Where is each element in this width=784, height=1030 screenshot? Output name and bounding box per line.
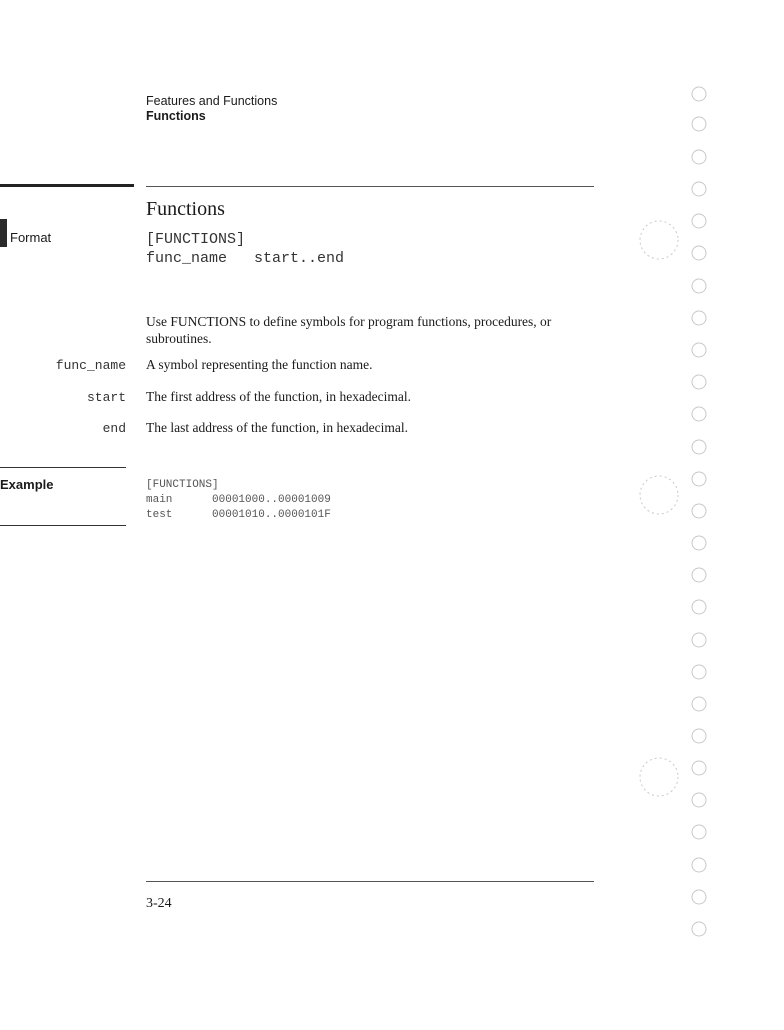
example-label: Example <box>0 477 54 492</box>
format-line: func_name start..end <box>146 250 345 267</box>
binder-hole-icon <box>692 890 706 904</box>
binder-hole-icon <box>692 311 706 325</box>
binder-hole-icon <box>692 117 706 131</box>
running-header-title: Functions <box>146 109 206 123</box>
code-line: main 00001000..00001009 <box>146 494 331 506</box>
section-rule-thick <box>0 184 134 187</box>
binder-hole-icon <box>692 922 706 936</box>
section-rule <box>146 186 594 187</box>
param-name: func_name <box>55 358 126 373</box>
binder-ring-icon <box>640 758 678 796</box>
margin-tab <box>0 219 7 247</box>
binder-hole-icon <box>692 600 706 614</box>
footer-rule <box>146 881 594 882</box>
param-name: start <box>86 390 126 405</box>
binder-hole-icon <box>692 536 706 550</box>
binder-hole-icon <box>692 633 706 647</box>
binder-ring-icon <box>640 476 678 514</box>
code-line: [FUNCTIONS] <box>146 479 219 491</box>
format-line: [FUNCTIONS] <box>146 231 246 248</box>
binder-hole-icon <box>692 214 706 228</box>
binder-hole-icon <box>692 729 706 743</box>
page-title: Functions <box>146 198 225 220</box>
binder-hole-icon <box>692 343 706 357</box>
description-paragraph: Use FUNCTIONS to define symbols for program functions, procedures, or subroutines. <box>146 314 552 346</box>
binder-hole-icon <box>692 375 706 389</box>
example-rule <box>0 467 126 468</box>
binder-hole-icon <box>692 246 706 260</box>
param-desc: The first address of the function, in hexadecimal. <box>146 389 412 404</box>
binder-hole-icon <box>692 407 706 421</box>
binder-hole-icon <box>692 858 706 872</box>
format-label: Format <box>10 230 52 245</box>
param-name: end <box>102 421 126 436</box>
binder-hole-icon <box>692 761 706 775</box>
binder-hole-icon <box>692 697 706 711</box>
binder-hole-icon <box>692 279 706 293</box>
param-desc: A symbol representing the function name. <box>146 357 373 372</box>
binder-hole-icon <box>692 472 706 486</box>
binder-hole-icon <box>692 150 706 164</box>
binder-ring-icon <box>640 221 678 259</box>
running-header-section: Features and Functions <box>146 94 278 108</box>
page-number: 3-24 <box>146 896 172 911</box>
binder-hole-icon <box>692 793 706 807</box>
binder-hole-icon <box>692 825 706 839</box>
code-line: test 00001010..0000101F <box>146 509 331 521</box>
example-rule <box>0 525 126 526</box>
binder-hole-icon <box>692 665 706 679</box>
binder-hole-icon <box>692 568 706 582</box>
param-desc: The last address of the function, in hexadecimal. <box>146 420 409 435</box>
binder-hole-icon <box>692 440 706 454</box>
binder-hole-icon <box>692 504 706 518</box>
binder-hole-icon <box>692 87 706 101</box>
binder-hole-icon <box>692 182 706 196</box>
